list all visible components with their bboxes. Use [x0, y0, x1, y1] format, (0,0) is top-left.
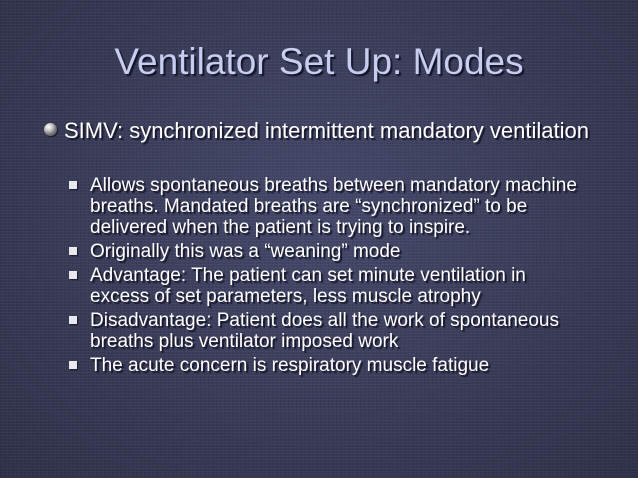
square-bullet-icon — [69, 361, 77, 369]
sub-bullet-item — [90, 355, 590, 376]
sphere-bullet-icon — [44, 123, 57, 136]
sub-bullet-item — [90, 175, 590, 238]
sub-bullet-item — [90, 241, 590, 262]
slide-title: Ventilator Set Up: Modes — [114, 41, 524, 82]
sub-bullet-text: Allows spontaneous breaths between mandatory machine breaths. Mandated breaths are “synchronized” to be delivered when the patient is trying to inspire. — [90, 175, 577, 238]
sub-bullet-text: Originally this was a “weaning” mode — [90, 241, 401, 262]
sub-bullet-text: Advantage: The patient can set minute ventilation in excess of set parameters, less muscle atrophy — [90, 265, 526, 307]
sub-bullet-text: The acute concern is respiratory muscle fatigue — [90, 355, 490, 376]
sub-bullet-item — [90, 310, 590, 352]
main-bullet-text: SIMV: synchronized intermittent mandatory ventilation — [64, 118, 589, 143]
square-bullet-icon — [69, 316, 77, 324]
sub-bullet-text: Disadvantage: Patient does all the work of spontaneous breaths plus ventilator imposed work — [90, 310, 559, 352]
sub-bullet-item — [90, 265, 590, 307]
square-bullet-icon — [69, 271, 77, 279]
sub-bullet-list — [90, 175, 590, 379]
square-bullet-icon — [69, 247, 77, 255]
square-bullet-icon — [69, 181, 77, 189]
